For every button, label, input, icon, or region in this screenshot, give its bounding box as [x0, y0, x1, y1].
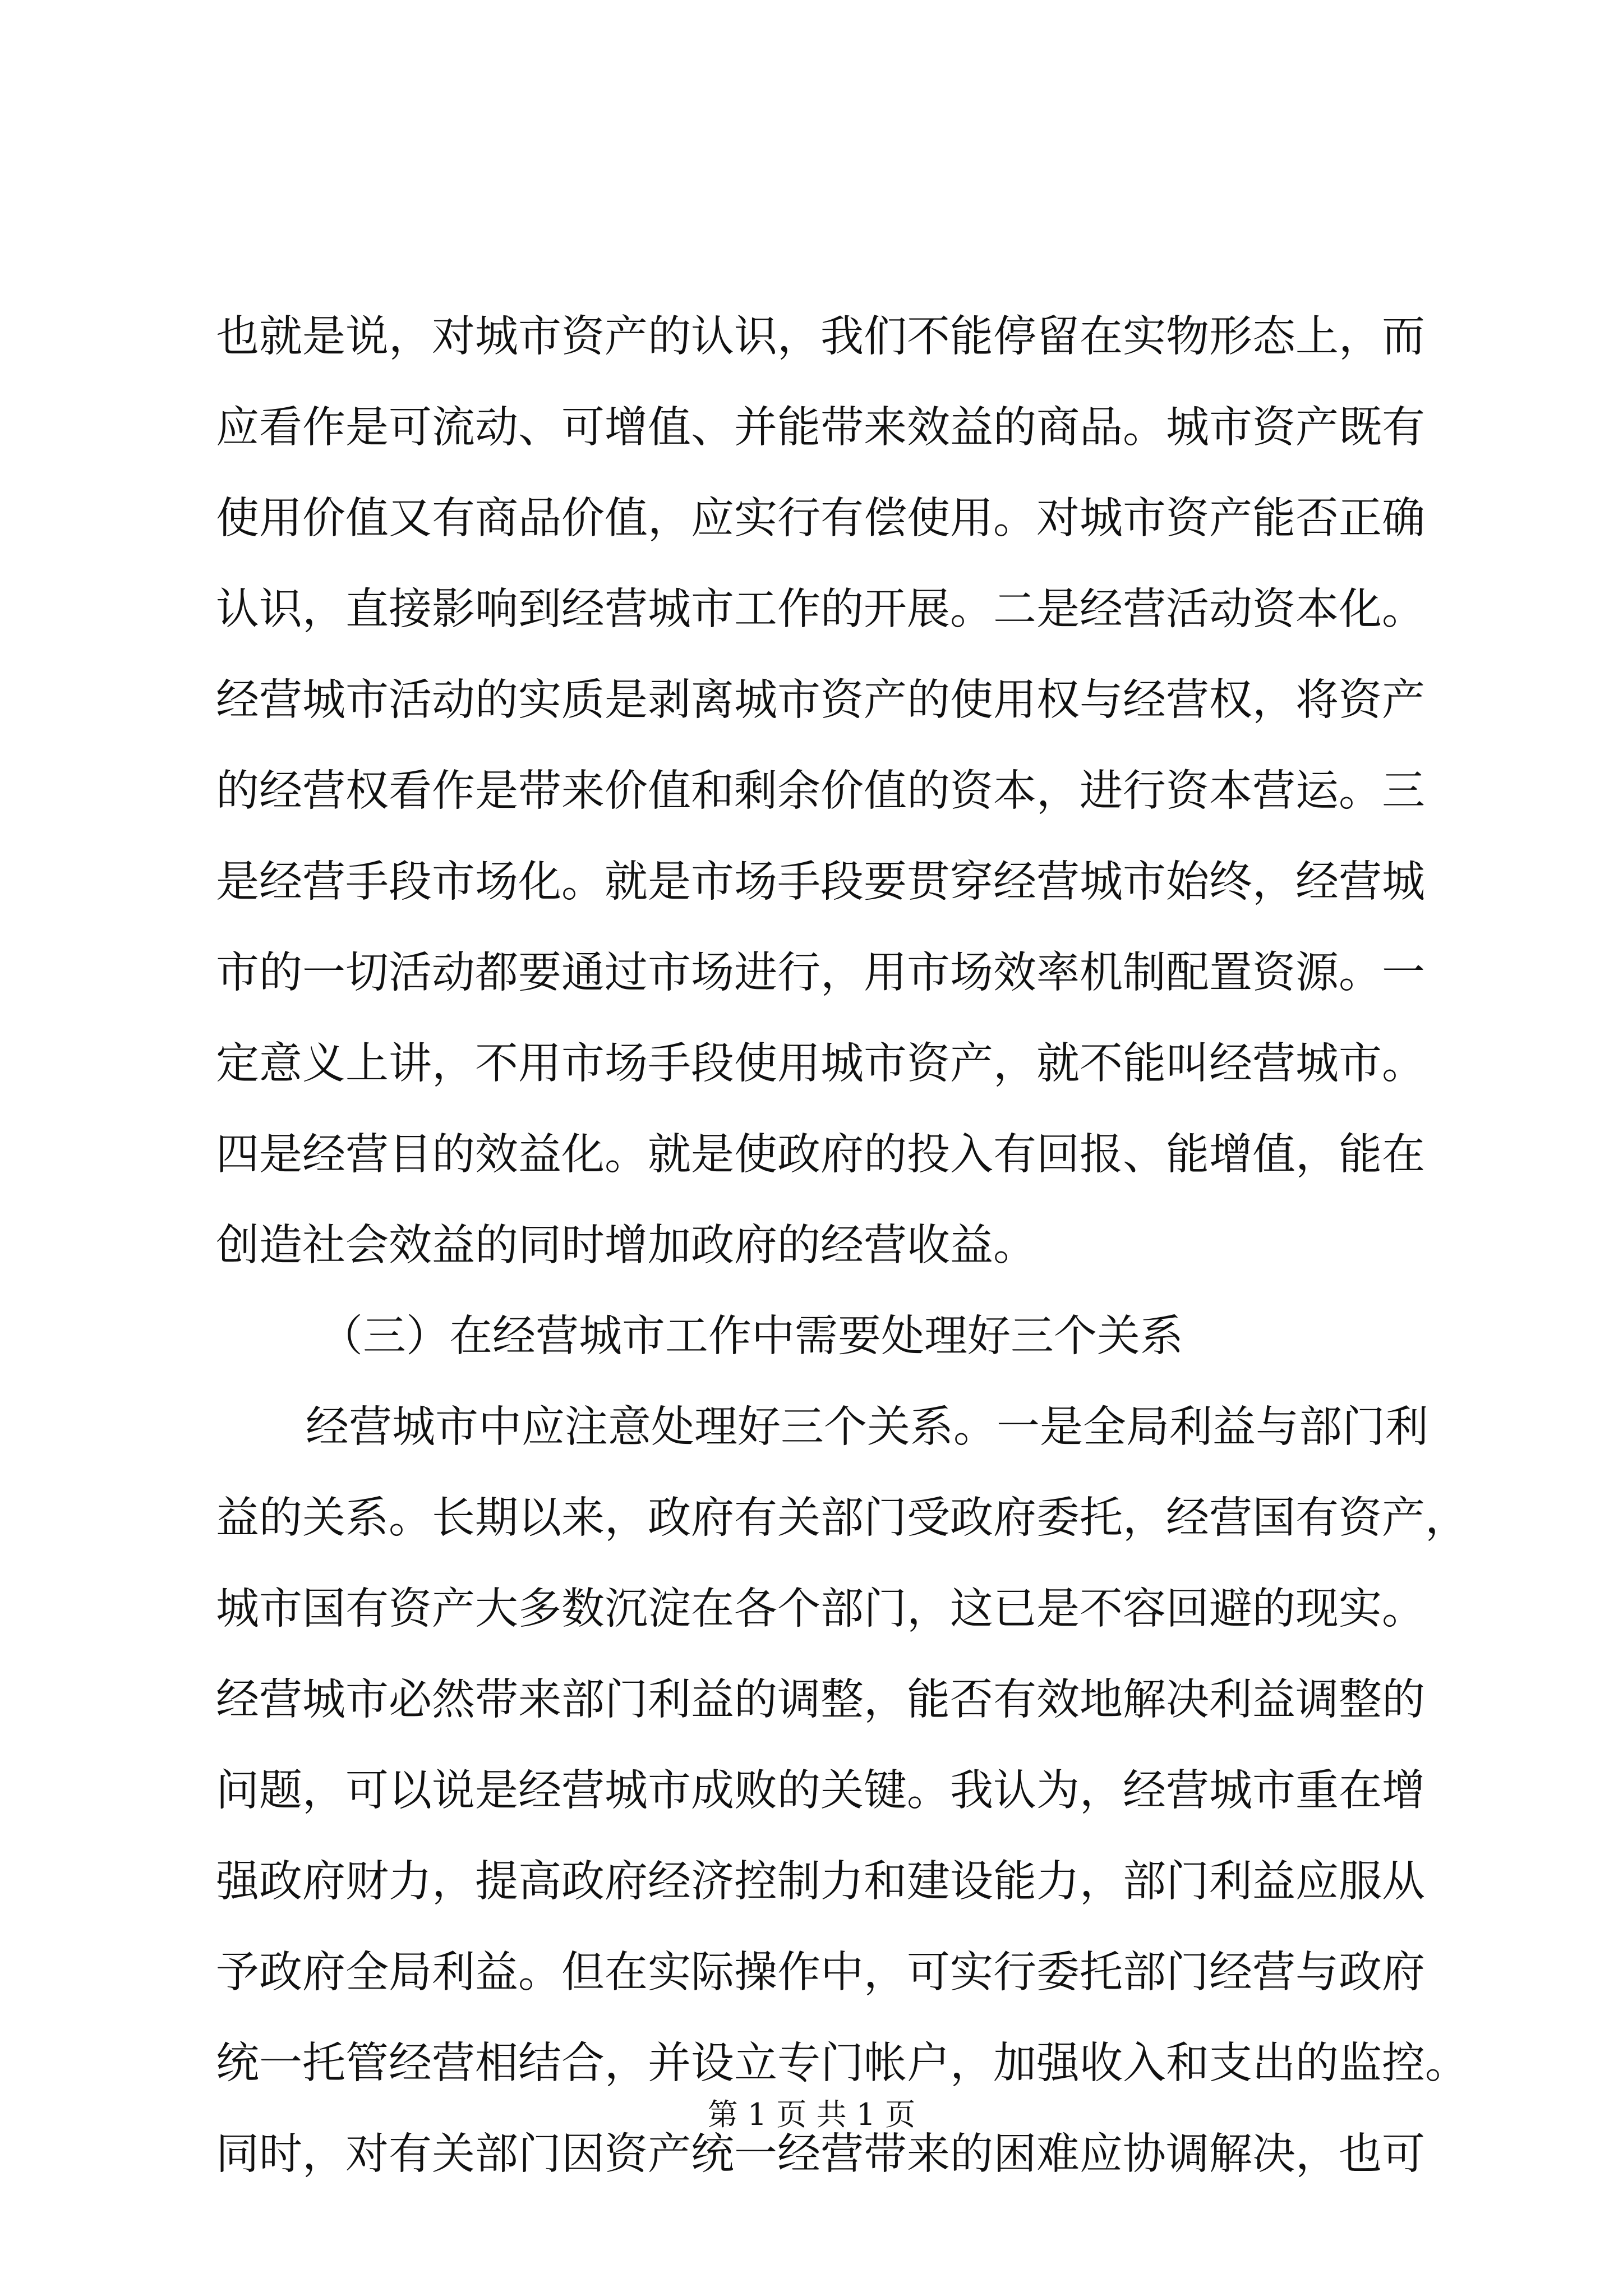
- page-footer: [0, 2095, 1623, 2134]
- paragraph-line: 应看作是可流动、可增值、并能带来效益的商品。城市资产既有: [216, 403, 1425, 453]
- paragraph-line: 予政府全局利益。但在实际操作中，可实行委托部门经营与政府: [216, 1948, 1425, 1998]
- paragraph-line: 强政府财力，提高政府经济控制力和建设能力，部门利益应服从: [216, 1857, 1425, 1907]
- paragraph-line: 经营城市必然带来部门利益的调整，能否有效地解决利益调整的: [216, 1675, 1425, 1725]
- paragraph-line: 的经营权看作是带来价值和剩余价值的资本，进行资本营运。三: [216, 766, 1425, 816]
- paragraph-line: 城市国有资产大多数沉淀在各个部门，这已是不容回避的现实。: [216, 1584, 1425, 1634]
- paragraph-line: 经营城市活动的实质是剥离城市资产的使用权与经营权，将资产: [216, 675, 1425, 725]
- paragraph-line: 也就是说，对城市资产的认识，我们不能停留在实物形态上，而: [216, 312, 1425, 362]
- paragraph-line: 经营城市中应注意处理好三个关系。一是全局利益与部门利: [306, 1402, 1428, 1452]
- paragraph-line: 同时，对有关部门因资产统一经营带来的困难应协调解决，也可: [216, 2129, 1425, 2179]
- paragraph-line: 四是经营目的效益化。就是使政府的投入有回报、能增值，能在: [216, 1130, 1425, 1180]
- paragraph-line: 市的一切活动都要通过市场进行，用市场效率机制配置资源。一: [216, 948, 1425, 998]
- section-heading: （三）在经营城市工作中需要处理好三个关系: [320, 1312, 1183, 1361]
- paragraph-line: 是经营手段市场化。就是市场手段要贯穿经营城市始终，经营城: [216, 857, 1425, 907]
- paragraph-line: 问题，可以说是经营城市成败的关键。我认为，经营城市重在增: [216, 1766, 1425, 1816]
- paragraph-line: 创造社会效益的同时增加政府的经营收益。: [216, 1221, 1036, 1271]
- paragraph-line: 统一托管经营相结合，并设立专门帐户，加强收入和支出的监控。: [216, 2039, 1468, 2088]
- paragraph-line: 认识，直接影响到经营城市工作的开展。二是经营活动资本化。: [216, 585, 1425, 634]
- paragraph-line: 使用价值又有商品价值，应实行有偿使用。对城市资产能否正确: [216, 494, 1425, 544]
- paragraph-line: 益的关系。长期以来，政府有关部门受政府委托，经营国有资产，: [216, 1493, 1468, 1543]
- paragraph-line: 定意义上讲，不用市场手段使用城市资产，就不能叫经营城市。: [216, 1039, 1425, 1089]
- body-text: [216, 292, 1468, 2200]
- page-number-label: 第 1 页 共 1 页: [707, 2097, 916, 2132]
